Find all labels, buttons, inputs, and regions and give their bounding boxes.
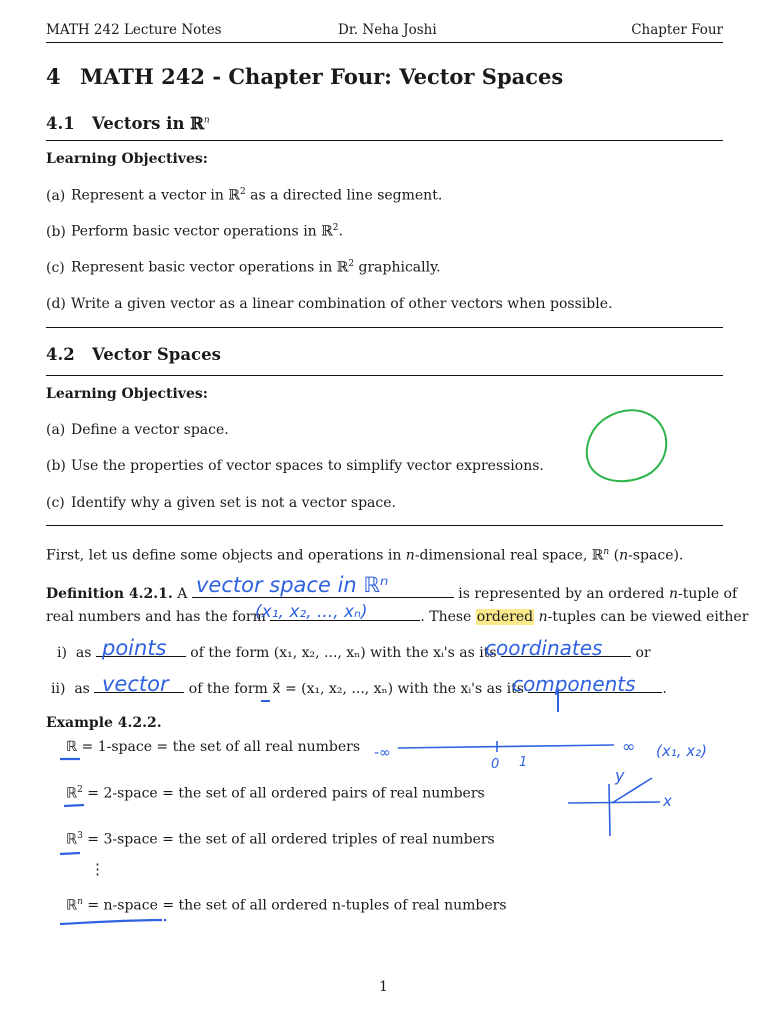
- ink-underline: [60, 920, 162, 924]
- objective-item: (a) Define a vector space.: [46, 422, 229, 438]
- handwriting-vector-space: vector space in ℝⁿ: [196, 573, 389, 597]
- example-row: ℝ = 1-space = the set of all real numbers: [66, 739, 361, 755]
- example-row: ℝ$^2$ = 2-space = the set of all ordered pairs of real numbers: [66, 785, 485, 802]
- definition-item-ii: ii) as of the form x⃗ = (x₁, x₂, ..., xₙ) with the xᵢ's as its .: [51, 678, 667, 697]
- page-number: 1: [379, 979, 388, 995]
- vertical-ellipsis: ⋮: [90, 860, 105, 878]
- handwriting-one: 1: [519, 755, 528, 770]
- handwriting-x-axis: x: [663, 792, 672, 810]
- example-row: ℝ$^3$ = 3-space = the set of all ordered triples of real numbers: [66, 831, 495, 848]
- handwriting-y-axis: y: [615, 766, 625, 785]
- objective-item: (b) Use the properties of vector spaces to simplify vector expressions.: [46, 458, 544, 474]
- handwriting-infinity: ∞: [622, 737, 636, 756]
- objective-item: (c) Identify why a given set is not a vector space.: [46, 495, 396, 511]
- y-axis: [609, 784, 610, 836]
- definition-item-i: i) as of the form (x₁, x₂, ..., xₙ) with the xᵢ's as its or: [57, 642, 651, 661]
- green-circle: [587, 410, 666, 481]
- intro-paragraph: First, let us define some objects and operations in n-dimensional real space, ℝ$^n$ (n-space).: [46, 547, 684, 564]
- ink-mark: [164, 919, 167, 922]
- number-line: [398, 745, 614, 748]
- header-author: Dr. Neha Joshi: [338, 22, 437, 38]
- handwriting-point-label: (x₁, x₂): [656, 742, 708, 760]
- handwriting-zero: 0: [491, 757, 500, 772]
- objective-item: (d) Write a given vector as a linear combination of other vectors when possible.: [46, 296, 613, 312]
- handwriting-points: points: [102, 636, 167, 660]
- section-4-2-title: 4.2 Vector Spaces: [46, 345, 221, 364]
- definition-line-1: Definition 4.2.1. A is represented by an ordered n-tuple of: [46, 583, 737, 602]
- header-left: MATH 242 Lecture Notes: [46, 22, 222, 38]
- handwriting-form: (x₁, x₂, ..., xₙ): [255, 602, 368, 622]
- ink-underline: [64, 805, 84, 806]
- objective-item: (c) Represent basic vector operations in ℝ$^2$ graphically.: [46, 259, 441, 276]
- ink-underline: [60, 853, 80, 854]
- example-label: Example 4.2.2.: [46, 715, 162, 731]
- section-4-1-title: 4.1 Vectors in ℝ$^n$: [46, 114, 210, 133]
- handwriting-coordinates: coordinates: [485, 636, 603, 660]
- learning-objectives-label: Learning Objectives:: [46, 151, 208, 167]
- handwriting-minus-infinity: -∞: [374, 745, 391, 761]
- learning-objectives-label: Learning Objectives:: [46, 386, 208, 402]
- position-vector: [612, 778, 652, 803]
- chapter-title: 4 MATH 242 - Chapter Four: Vector Spaces: [46, 64, 564, 89]
- definition-line-2: real numbers and has the form . These ordered n-tuples can be viewed either: [46, 606, 748, 625]
- handwriting-vector: vector: [102, 672, 169, 696]
- handwriting-components: components: [512, 672, 636, 696]
- highlighted-word: ordered: [476, 609, 534, 625]
- example-row: ℝ$^n$ = n-space = the set of all ordered n-tuples of real numbers: [66, 897, 507, 914]
- header-right: Chapter Four: [631, 22, 723, 38]
- objective-item: (a) Represent a vector in ℝ$^2$ as a directed line segment.: [46, 187, 443, 204]
- objective-item: (b) Perform basic vector operations in ℝ$^2$.: [46, 223, 343, 240]
